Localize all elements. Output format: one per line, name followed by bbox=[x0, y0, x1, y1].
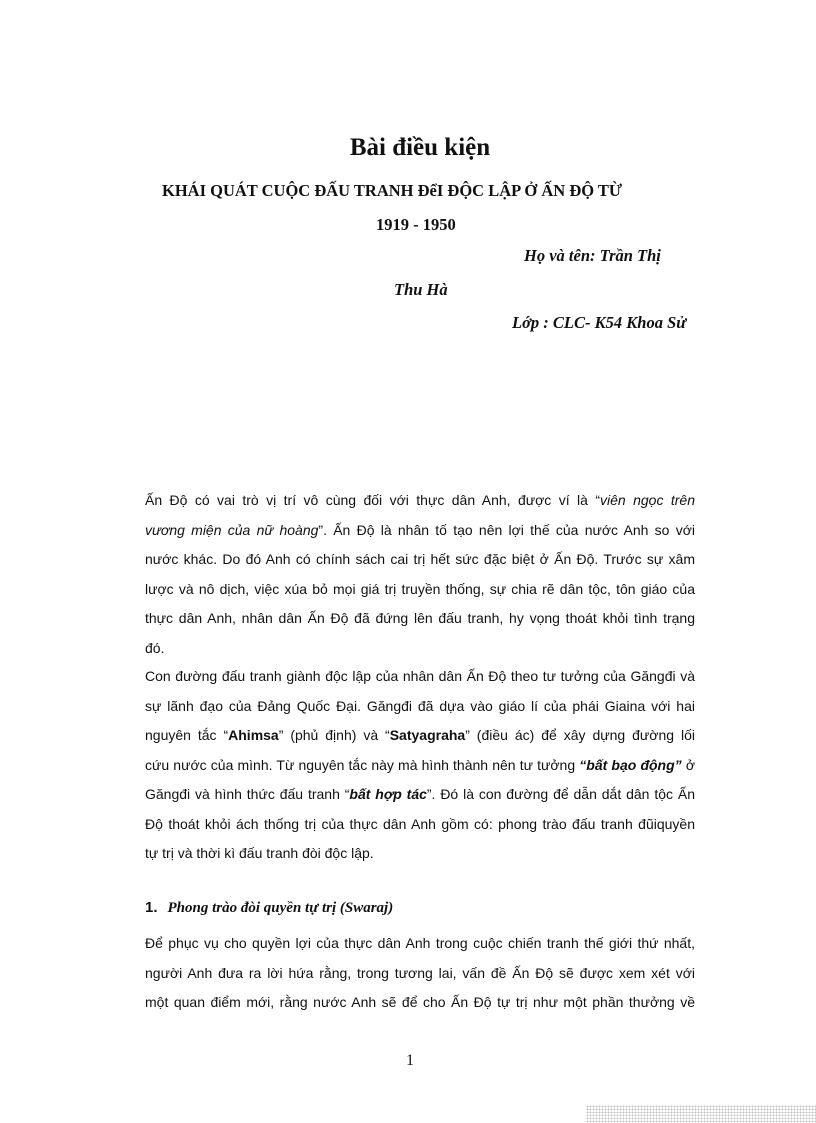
text-run: nguyên tắc “ bbox=[145, 727, 229, 743]
text-line bbox=[145, 486, 695, 516]
text-line: thực dân Anh, nhân dân Ấn Độ đã đứng lên đấu tranh, hy vọng thoát khỏi tình trạng bbox=[145, 610, 695, 626]
text-line bbox=[145, 721, 695, 751]
text-line: Để phục vụ cho quyền lợi của thực dân Anh trong cuộc chiến tranh thế giới thứ nhất, bbox=[145, 935, 695, 951]
quote-italic: vương miện của nữ hoàng bbox=[145, 521, 319, 538]
term-satyagraha: Satyagraha bbox=[389, 727, 466, 743]
text-run: Găngđi và hình thức đấu tranh “ bbox=[145, 786, 350, 802]
term-non-violence: “bất bạo động” bbox=[579, 756, 682, 773]
term-non-cooperation: bất hợp tác bbox=[349, 786, 427, 802]
text-run: ” (điều ác) để xây dựng đường lối bbox=[465, 727, 695, 743]
text-line bbox=[145, 751, 695, 781]
text-line: người Anh đưa ra lời hứa rằng, trong tương lai, vấn đề Ấn Độ sẽ được xem xét với bbox=[145, 964, 695, 981]
author-class: Lớp : CLC- K54 Khoa Sử bbox=[512, 313, 687, 332]
text-line: một quan điểm mới, rằng nước Anh sẽ để cho Ấn Độ tự trị như một phần thưởng về bbox=[145, 994, 695, 1010]
author-name-line2: Thu Hà bbox=[394, 280, 448, 299]
text-line: lược và nô dịch, việc xúa bỏ mọi giá trị truyền thống, sự chia rẽ dân tộc, tôn giáo của bbox=[145, 580, 695, 597]
paragraph-swaraj bbox=[145, 929, 695, 1018]
text-line bbox=[145, 780, 695, 810]
text-line: Độ thoát khỏi ách thống trị của thực dân Anh gồm có: phong trào đấu tranh đũiquyền bbox=[145, 815, 695, 832]
text-line: sự lãnh đạo của Đảng Quốc Đại. Găngđi đã dựa vào giáo lí của phái Giaina với hai bbox=[145, 697, 695, 714]
document-subtitle: KHÁI QUÁT CUỘC ĐẤU TRANH ĐểI ĐỘC LẬP Ở ẤN ĐỘ TỪ bbox=[162, 181, 623, 200]
section-heading bbox=[145, 899, 393, 917]
section-number: 1. bbox=[145, 899, 158, 916]
text-line: tự trị và thời kì đấu tranh đòi độc lập. bbox=[145, 845, 374, 861]
text-line bbox=[145, 516, 695, 546]
text-run: ” (phủ định) và “ bbox=[278, 727, 390, 743]
quote-italic: viên ngọc trên bbox=[600, 492, 695, 508]
scan-noise-decoration bbox=[586, 1105, 816, 1123]
page-number: 1 bbox=[406, 1052, 414, 1069]
document-years: 1919 - 1950 bbox=[376, 215, 456, 234]
section-title: Phong trào đòi quyền tự trị (Swaraj) bbox=[167, 900, 394, 916]
text-line: đó. bbox=[145, 639, 165, 656]
paragraph-intro bbox=[145, 486, 695, 663]
text-run: ở bbox=[681, 756, 695, 773]
text-run: Ấn Độ có vai trò vị trí vô cùng đối với thực dân Anh, được ví là “ bbox=[145, 492, 600, 508]
text-line: Con đường đấu tranh giành độc lập của nhân dân Ấn Độ theo tư tưởng của Găngđi và bbox=[145, 668, 695, 684]
term-ahimsa: Ahimsa bbox=[228, 727, 279, 743]
author-name-line1: Họ và tên: Trần Thị bbox=[524, 246, 661, 265]
text-line: nước khác. Do đó Anh có chính sách cai trị hết sức đặc biệt ở Ấn Độ. Trước sự xâm bbox=[145, 551, 695, 567]
text-run: cứu nước của mình. Từ nguyên tắc này mà hình thành nên tư tưởng bbox=[145, 756, 580, 773]
paragraph-gandhi bbox=[145, 662, 695, 869]
document-title: Bài điều kiện bbox=[349, 134, 491, 161]
text-run: ”. Đó là con đường để dẫn dắt dân tộc Ấn bbox=[426, 786, 695, 802]
text-run: ”. Ấn Độ là nhân tố tạo nên lợi thế của nước Anh so với bbox=[318, 521, 695, 538]
